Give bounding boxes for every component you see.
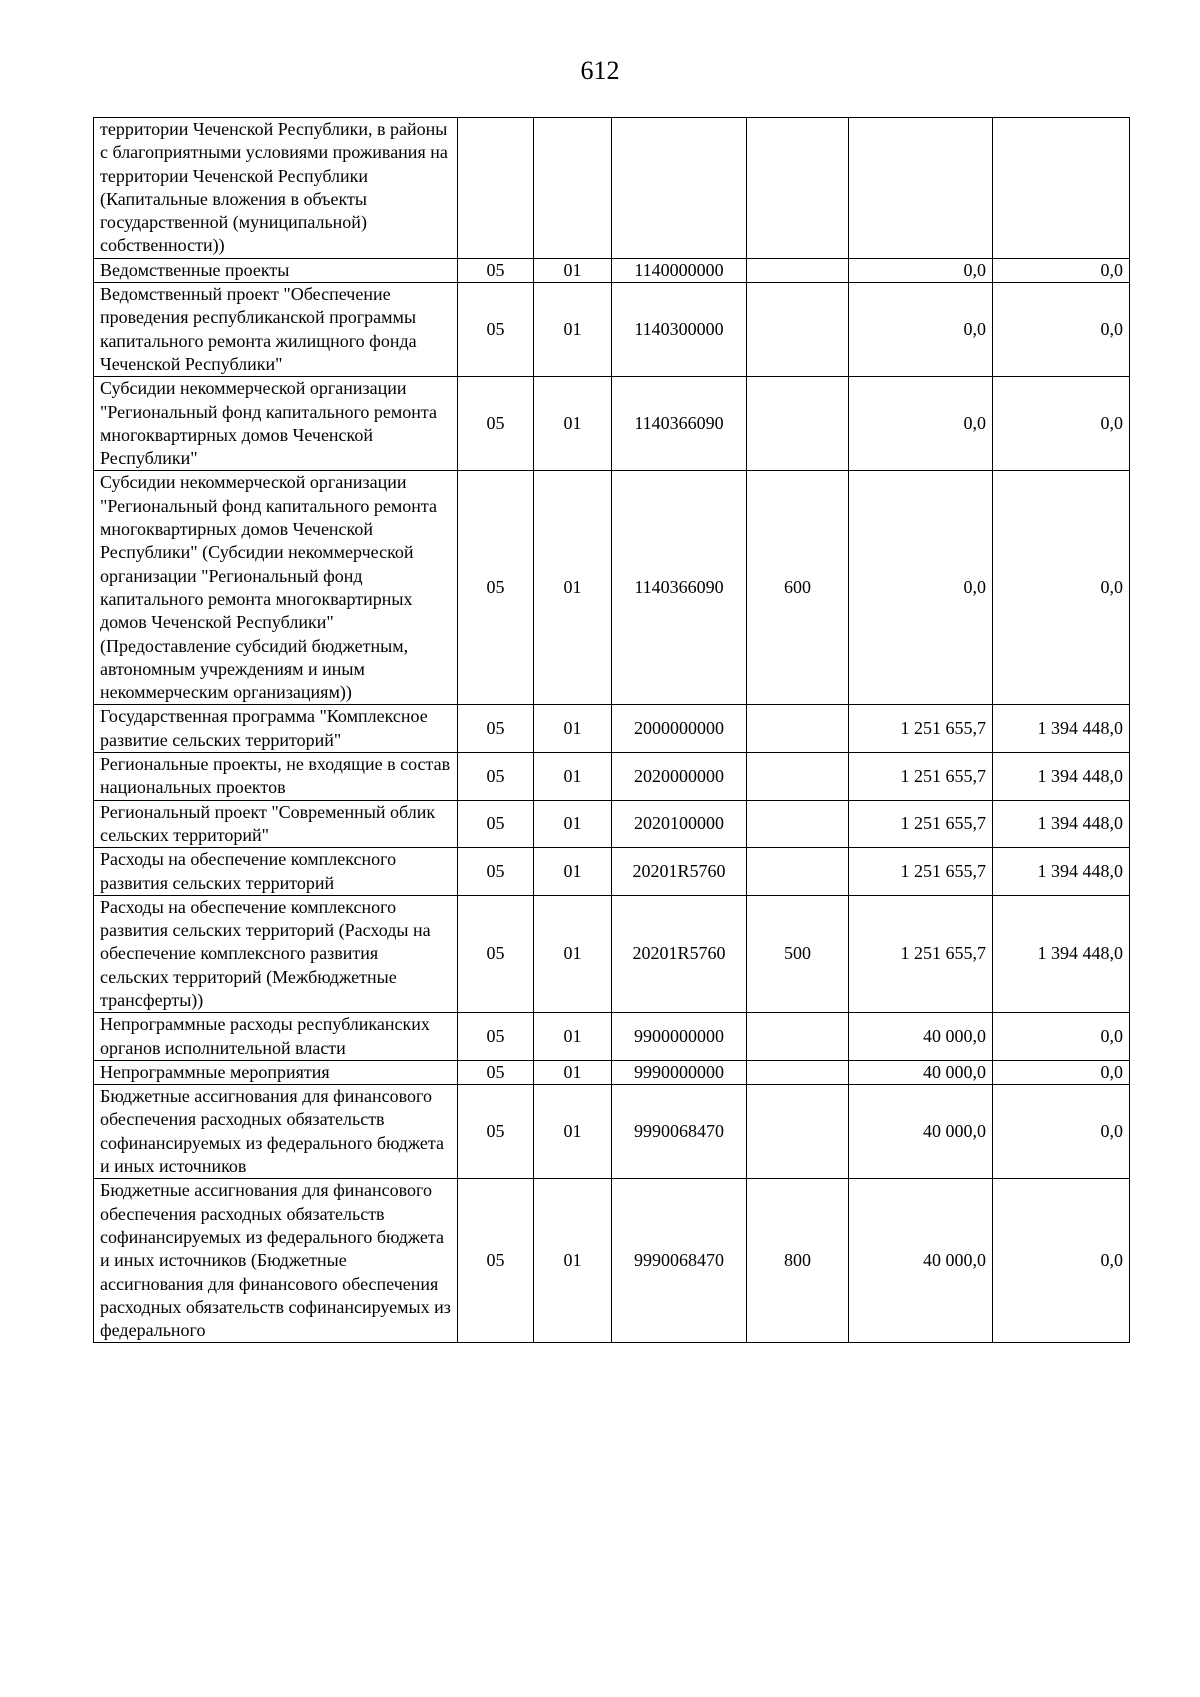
expense-name-cell: Ведомственный проект "Обеспечение проведения республиканской программы капитального ремонта жилищного фонда Чеченской Республики" <box>94 283 458 377</box>
amount-year2-cell: 0,0 <box>993 471 1130 705</box>
expense-name-cell: Бюджетные ассигнования для финансового обеспечения расходных обязательств софинансируемых из федерального бюджета и иных источников <box>94 1085 458 1179</box>
section-code-cell: 05 <box>458 895 534 1012</box>
table-row <box>94 705 1130 753</box>
expense-name-cell: Непрограммные мероприятия <box>94 1060 458 1084</box>
expense-name-cell: Региональные проекты, не входящие в состав национальных проектов <box>94 753 458 801</box>
expense-type-cell: 600 <box>747 471 849 705</box>
section-code-cell: 05 <box>458 1013 534 1061</box>
table-row <box>94 377 1130 471</box>
target-article-cell: 9900000000 <box>612 1013 747 1061</box>
amount-year1-cell: 1 251 655,7 <box>849 705 993 753</box>
table-row <box>94 471 1130 705</box>
section-code-cell: 05 <box>458 705 534 753</box>
expense-name-cell: Субсидии некоммерческой организации "Региональный фонд капитального ремонта многоквартирных домов Чеченской Республики" <box>94 377 458 471</box>
expense-type-cell <box>747 1060 849 1084</box>
subsection-code-cell: 01 <box>534 377 612 471</box>
amount-year1-cell: 40 000,0 <box>849 1085 993 1179</box>
expense-type-cell: 500 <box>747 895 849 1012</box>
expense-name-cell: территории Чеченской Республики, в районы с благоприятными условиями проживания на территории Чеченской Республики (Капитальные вложения в объекты государственной (муниципальной) собственности)) <box>94 118 458 259</box>
target-article-cell: 2020000000 <box>612 753 747 801</box>
section-code-cell: 05 <box>458 283 534 377</box>
subsection-code-cell <box>534 118 612 259</box>
subsection-code-cell: 01 <box>534 1013 612 1061</box>
target-article-cell: 2020100000 <box>612 800 747 848</box>
subsection-code-cell: 01 <box>534 1179 612 1343</box>
amount-year2-cell: 0,0 <box>993 1013 1130 1061</box>
section-code-cell: 05 <box>458 258 534 282</box>
expense-name-cell: Расходы на обеспечение комплексного развития сельских территорий <box>94 848 458 896</box>
expense-type-cell: 800 <box>747 1179 849 1343</box>
amount-year1-cell: 40 000,0 <box>849 1179 993 1343</box>
amount-year2-cell: 1 394 448,0 <box>993 705 1130 753</box>
target-article-cell: 9990068470 <box>612 1179 747 1343</box>
amount-year2-cell: 0,0 <box>993 283 1130 377</box>
section-code-cell: 05 <box>458 800 534 848</box>
table-body <box>94 118 1130 1343</box>
expense-name-cell: Субсидии некоммерческой организации "Региональный фонд капитального ремонта многоквартирных домов Чеченской Республики" (Субсидии некоммерческой организации "Региональный фонд капитального ремонта многоквартирных домов Чеченской Республики" (Предоставление субсидий бюджетным, автономным учреждениям и иным некоммерческим организациям)) <box>94 471 458 705</box>
table-row <box>94 848 1130 896</box>
target-article-cell: 9990000000 <box>612 1060 747 1084</box>
table-row <box>94 118 1130 259</box>
budget-table <box>93 117 1130 1343</box>
amount-year2-cell: 0,0 <box>993 1060 1130 1084</box>
amount-year1-cell: 1 251 655,7 <box>849 848 993 896</box>
table-row <box>94 800 1130 848</box>
table-row <box>94 753 1130 801</box>
table-row <box>94 1085 1130 1179</box>
expense-type-cell <box>747 1013 849 1061</box>
section-code-cell <box>458 118 534 259</box>
table-row <box>94 1013 1130 1061</box>
section-code-cell: 05 <box>458 753 534 801</box>
expense-name-cell: Ведомственные проекты <box>94 258 458 282</box>
table-row <box>94 283 1130 377</box>
amount-year1-cell: 40 000,0 <box>849 1060 993 1084</box>
amount-year1-cell <box>849 118 993 259</box>
target-article-cell: 20201R5760 <box>612 895 747 1012</box>
subsection-code-cell: 01 <box>534 705 612 753</box>
subsection-code-cell: 01 <box>534 848 612 896</box>
amount-year1-cell: 0,0 <box>849 258 993 282</box>
amount-year1-cell: 1 251 655,7 <box>849 895 993 1012</box>
table-row <box>94 895 1130 1012</box>
amount-year2-cell: 1 394 448,0 <box>993 800 1130 848</box>
amount-year1-cell: 40 000,0 <box>849 1013 993 1061</box>
amount-year1-cell: 1 251 655,7 <box>849 753 993 801</box>
subsection-code-cell: 01 <box>534 1085 612 1179</box>
target-article-cell: 2000000000 <box>612 705 747 753</box>
target-article-cell: 9990068470 <box>612 1085 747 1179</box>
amount-year2-cell: 1 394 448,0 <box>993 753 1130 801</box>
subsection-code-cell: 01 <box>534 1060 612 1084</box>
amount-year1-cell: 0,0 <box>849 471 993 705</box>
expense-name-cell: Расходы на обеспечение комплексного развития сельских территорий (Расходы на обеспечение комплексного развития сельских территорий (Межбюджетные трансферты)) <box>94 895 458 1012</box>
amount-year1-cell: 0,0 <box>849 377 993 471</box>
amount-year1-cell: 0,0 <box>849 283 993 377</box>
expense-type-cell <box>747 705 849 753</box>
expense-name-cell: Государственная программа "Комплексное развитие сельских территорий" <box>94 705 458 753</box>
subsection-code-cell: 01 <box>534 895 612 1012</box>
target-article-cell <box>612 118 747 259</box>
amount-year2-cell: 0,0 <box>993 258 1130 282</box>
section-code-cell: 05 <box>458 1085 534 1179</box>
amount-year2-cell <box>993 118 1130 259</box>
target-article-cell: 1140300000 <box>612 283 747 377</box>
section-code-cell: 05 <box>458 471 534 705</box>
section-code-cell: 05 <box>458 377 534 471</box>
expense-type-cell <box>747 283 849 377</box>
amount-year2-cell: 0,0 <box>993 377 1130 471</box>
amount-year2-cell: 1 394 448,0 <box>993 895 1130 1012</box>
amount-year2-cell: 1 394 448,0 <box>993 848 1130 896</box>
expense-type-cell <box>747 377 849 471</box>
expense-name-cell: Бюджетные ассигнования для финансового обеспечения расходных обязательств софинансируемых из федерального бюджета и иных источников (Бюджетные ассигнования для финансового обеспечения расходных обязательств софинансируемых из федерального <box>94 1179 458 1343</box>
expense-type-cell <box>747 800 849 848</box>
table-row <box>94 1060 1130 1084</box>
section-code-cell: 05 <box>458 1179 534 1343</box>
expense-type-cell <box>747 258 849 282</box>
expense-name-cell: Региональный проект "Современный облик сельских территорий" <box>94 800 458 848</box>
subsection-code-cell: 01 <box>534 753 612 801</box>
section-code-cell: 05 <box>458 1060 534 1084</box>
table-row <box>94 1179 1130 1343</box>
subsection-code-cell: 01 <box>534 800 612 848</box>
table-row <box>94 258 1130 282</box>
section-code-cell: 05 <box>458 848 534 896</box>
expense-type-cell <box>747 848 849 896</box>
amount-year1-cell: 1 251 655,7 <box>849 800 993 848</box>
subsection-code-cell: 01 <box>534 471 612 705</box>
expense-type-cell <box>747 118 849 259</box>
page-number: 612 <box>580 56 620 85</box>
amount-year2-cell: 0,0 <box>993 1085 1130 1179</box>
expense-name-cell: Непрограммные расходы республиканских органов исполнительной власти <box>94 1013 458 1061</box>
target-article-cell: 1140000000 <box>612 258 747 282</box>
expense-type-cell <box>747 753 849 801</box>
target-article-cell: 1140366090 <box>612 471 747 705</box>
target-article-cell: 1140366090 <box>612 377 747 471</box>
expense-type-cell <box>747 1085 849 1179</box>
amount-year2-cell: 0,0 <box>993 1179 1130 1343</box>
subsection-code-cell: 01 <box>534 258 612 282</box>
target-article-cell: 20201R5760 <box>612 848 747 896</box>
subsection-code-cell: 01 <box>534 283 612 377</box>
